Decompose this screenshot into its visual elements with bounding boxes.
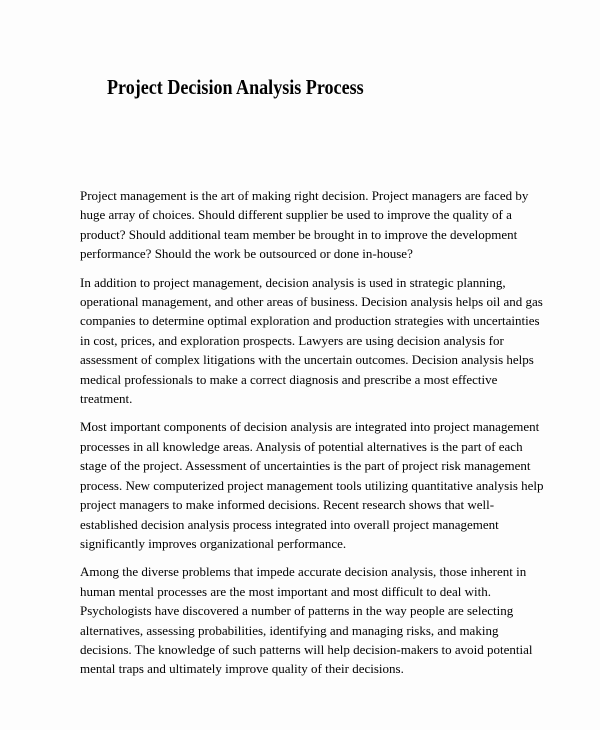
text-line: alternatives, assessing probabilities, identifying and managing risks, and making xyxy=(80,622,499,638)
paragraph-1 xyxy=(80,186,529,264)
document-title: Project Decision Analysis Process xyxy=(107,75,364,99)
paragraph-4 xyxy=(80,562,533,678)
text-line: significantly improves organizational performance. xyxy=(80,535,347,551)
text-line: project managers to make informed decisions. Recent research shows that well- xyxy=(80,497,495,513)
text-line: huge array of choices. Should different supplier be used to improve the quality of a xyxy=(80,207,512,223)
text-line: treatment. xyxy=(80,391,133,407)
text-line: Project management is the art of making right decision. Project managers are faced by xyxy=(80,188,529,203)
paragraph-3 xyxy=(80,417,544,553)
text-line: established decision analysis process integrated into overall project management xyxy=(80,516,499,532)
text-line: process. New computerized project management tools utilizing quantitative analysis help xyxy=(80,477,544,493)
text-line: Psychologists have discovered a number of patterns in the way people are selecting xyxy=(80,603,514,619)
text-line: operational management, and other areas of business. Decision analysis helps oil and gas xyxy=(80,294,543,310)
text-line: product? Should additional team member be brought in to improve the development xyxy=(80,226,518,242)
text-line: medical professionals to make a correct diagnosis and prescribe a most effective xyxy=(80,371,498,387)
text-line: in cost, prices, and exploration prospects. Lawyers are using decision analysis for xyxy=(80,332,504,348)
text-line: assessment of complex litigations with the uncertain outcomes. Decision analysis helps xyxy=(80,352,534,368)
document-body xyxy=(80,186,544,688)
text-line: performance? Should the work be outsourced or done in-house? xyxy=(80,246,413,262)
text-line: stage of the project. Assessment of uncertainties is the part of project risk management xyxy=(80,458,531,474)
text-line: human mental processes are the most important and most difficult to deal with. xyxy=(80,583,491,599)
text-line: companies to determine optimal exploration and production strategies with uncertainties xyxy=(80,313,540,329)
text-line: mental traps and ultimately improve quality of their decisions. xyxy=(80,661,404,677)
text-line: processes in all knowledge areas. Analysis of potential alternatives is the part of each xyxy=(80,438,523,454)
text-line: Most important components of decision analysis are integrated into project management xyxy=(80,419,540,435)
text-line: Among the diverse problems that impede accurate decision analysis, those inherent in xyxy=(80,564,527,580)
paragraph-2 xyxy=(80,273,543,409)
text-line: decisions. The knowledge of such patterns will help decision-makers to avoid potential xyxy=(80,641,533,657)
text-line: In addition to project management, decision analysis is used in strategic planning, xyxy=(80,274,506,290)
